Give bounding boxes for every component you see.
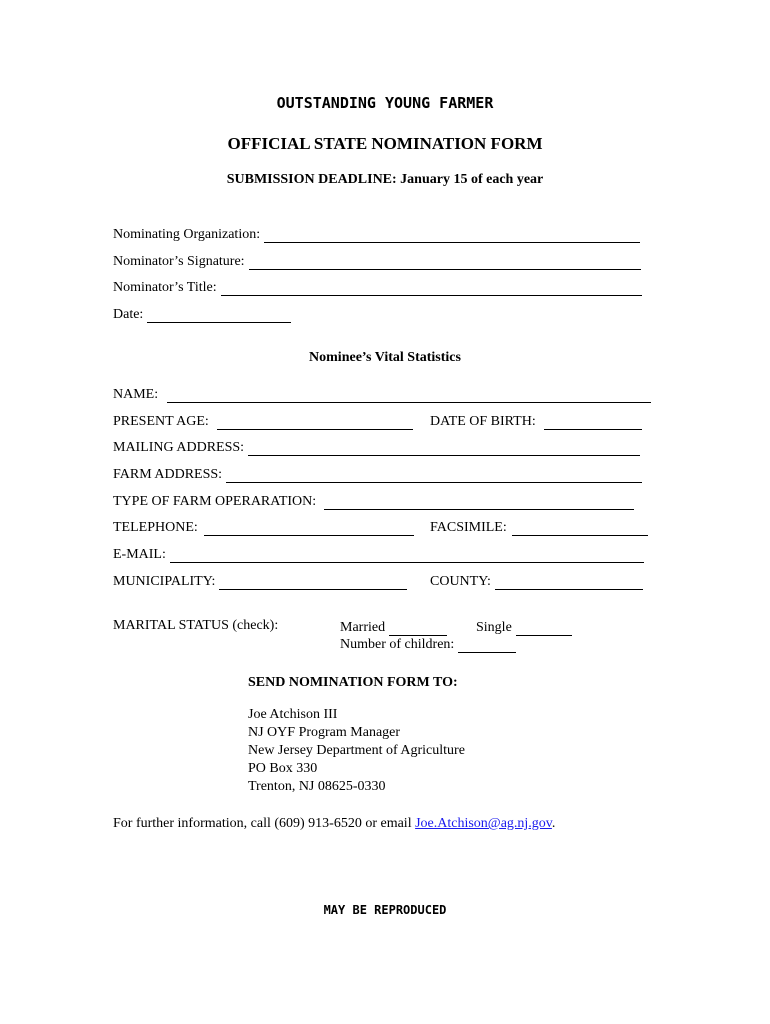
further-info-suffix: .: [551, 816, 556, 831]
form-subtitle: OFFICIAL STATE NOMINATION FORM: [227, 134, 543, 153]
date-of-birth-label: DATE OF BIRTH:: [430, 414, 536, 429]
facsimile-label: FACSIMILE:: [430, 520, 507, 535]
mailing-address-row: [113, 438, 640, 456]
facsimile-row: [430, 518, 648, 536]
facsimile-field[interactable]: [512, 522, 648, 536]
further-info-text: [113, 816, 555, 832]
municipality-field[interactable]: [219, 576, 407, 590]
municipality-row: [113, 572, 407, 590]
send-form-heading: SEND NOMINATION FORM TO:: [248, 675, 458, 690]
date-label: Date:: [113, 307, 144, 322]
municipality-label: MUNICIPALITY:: [113, 574, 216, 589]
date-of-birth-row: [430, 412, 642, 430]
present-age-label: PRESENT AGE:: [113, 414, 209, 429]
address-line: Trenton, NJ 08625-0330: [248, 779, 386, 794]
children-field[interactable]: [458, 639, 516, 653]
county-row: [430, 572, 643, 590]
email-field[interactable]: [170, 549, 644, 563]
address-line: NJ OYF Program Manager: [248, 725, 401, 740]
nominator-signature-field[interactable]: [249, 256, 641, 270]
date-row: [113, 305, 291, 323]
name-row: [113, 385, 651, 403]
married-label: Married: [340, 620, 386, 635]
county-label: COUNTY:: [430, 574, 491, 589]
marital-status-label: MARITAL STATUS (check):: [113, 618, 279, 633]
address-line: Joe Atchison III: [248, 707, 338, 722]
further-info-prefix: For further information, call (609) 913-6520 or email: [113, 816, 416, 831]
single-checkbox-line[interactable]: [516, 622, 572, 636]
name-field[interactable]: [167, 389, 651, 403]
telephone-field[interactable]: [204, 522, 414, 536]
farm-address-label: FARM ADDRESS:: [113, 467, 223, 482]
nominating-organization-row: [113, 225, 640, 243]
name-label: NAME:: [113, 387, 159, 402]
married-row: [340, 618, 447, 636]
county-field[interactable]: [495, 576, 643, 590]
nominator-title-field[interactable]: [221, 282, 642, 296]
address-line: New Jersey Department of Agriculture: [248, 743, 465, 758]
single-row: [476, 618, 572, 636]
farm-operation-type-field[interactable]: [324, 496, 634, 510]
children-row: [340, 635, 516, 653]
contact-email-link[interactable]: Joe.Atchison@ag.nj.gov: [415, 816, 552, 831]
nominator-signature-row: [113, 252, 641, 270]
mailing-address-label: MAILING ADDRESS:: [113, 440, 245, 455]
address-line: PO Box 330: [248, 761, 318, 776]
married-checkbox-line[interactable]: [389, 622, 447, 636]
email-row: [113, 545, 644, 563]
mailing-address-field[interactable]: [248, 442, 640, 456]
nominating-organization-label: Nominating Organization:: [113, 227, 261, 242]
single-label: Single: [476, 620, 512, 635]
submission-deadline: SUBMISSION DEADLINE: January 15 of each year: [226, 172, 544, 187]
farm-address-field[interactable]: [226, 469, 642, 483]
telephone-row: [113, 518, 414, 536]
date-of-birth-field[interactable]: [544, 416, 642, 430]
children-label: Number of children:: [340, 637, 455, 652]
nominating-organization-field[interactable]: [264, 229, 640, 243]
farm-operation-type-label: TYPE OF FARM OPERARATION:: [113, 494, 317, 509]
form-title: OUTSTANDING YOUNG FARMER: [276, 94, 494, 112]
nominator-title-label: Nominator’s Title:: [113, 280, 217, 295]
present-age-row: [113, 412, 413, 430]
nominator-title-row: [113, 278, 642, 296]
nominator-signature-label: Nominator’s Signature:: [113, 254, 245, 269]
telephone-label: TELEPHONE:: [113, 520, 198, 535]
present-age-field[interactable]: [217, 416, 413, 430]
farm-address-row: [113, 465, 642, 483]
vital-statistics-heading: Nominee’s Vital Statistics: [309, 350, 461, 365]
farm-operation-type-row: [113, 492, 634, 510]
date-field[interactable]: [147, 309, 291, 323]
email-label: E-MAIL:: [113, 547, 166, 562]
reproduction-notice: MAY BE REPRODUCED: [323, 903, 447, 917]
mailing-address-block: [248, 706, 465, 796]
